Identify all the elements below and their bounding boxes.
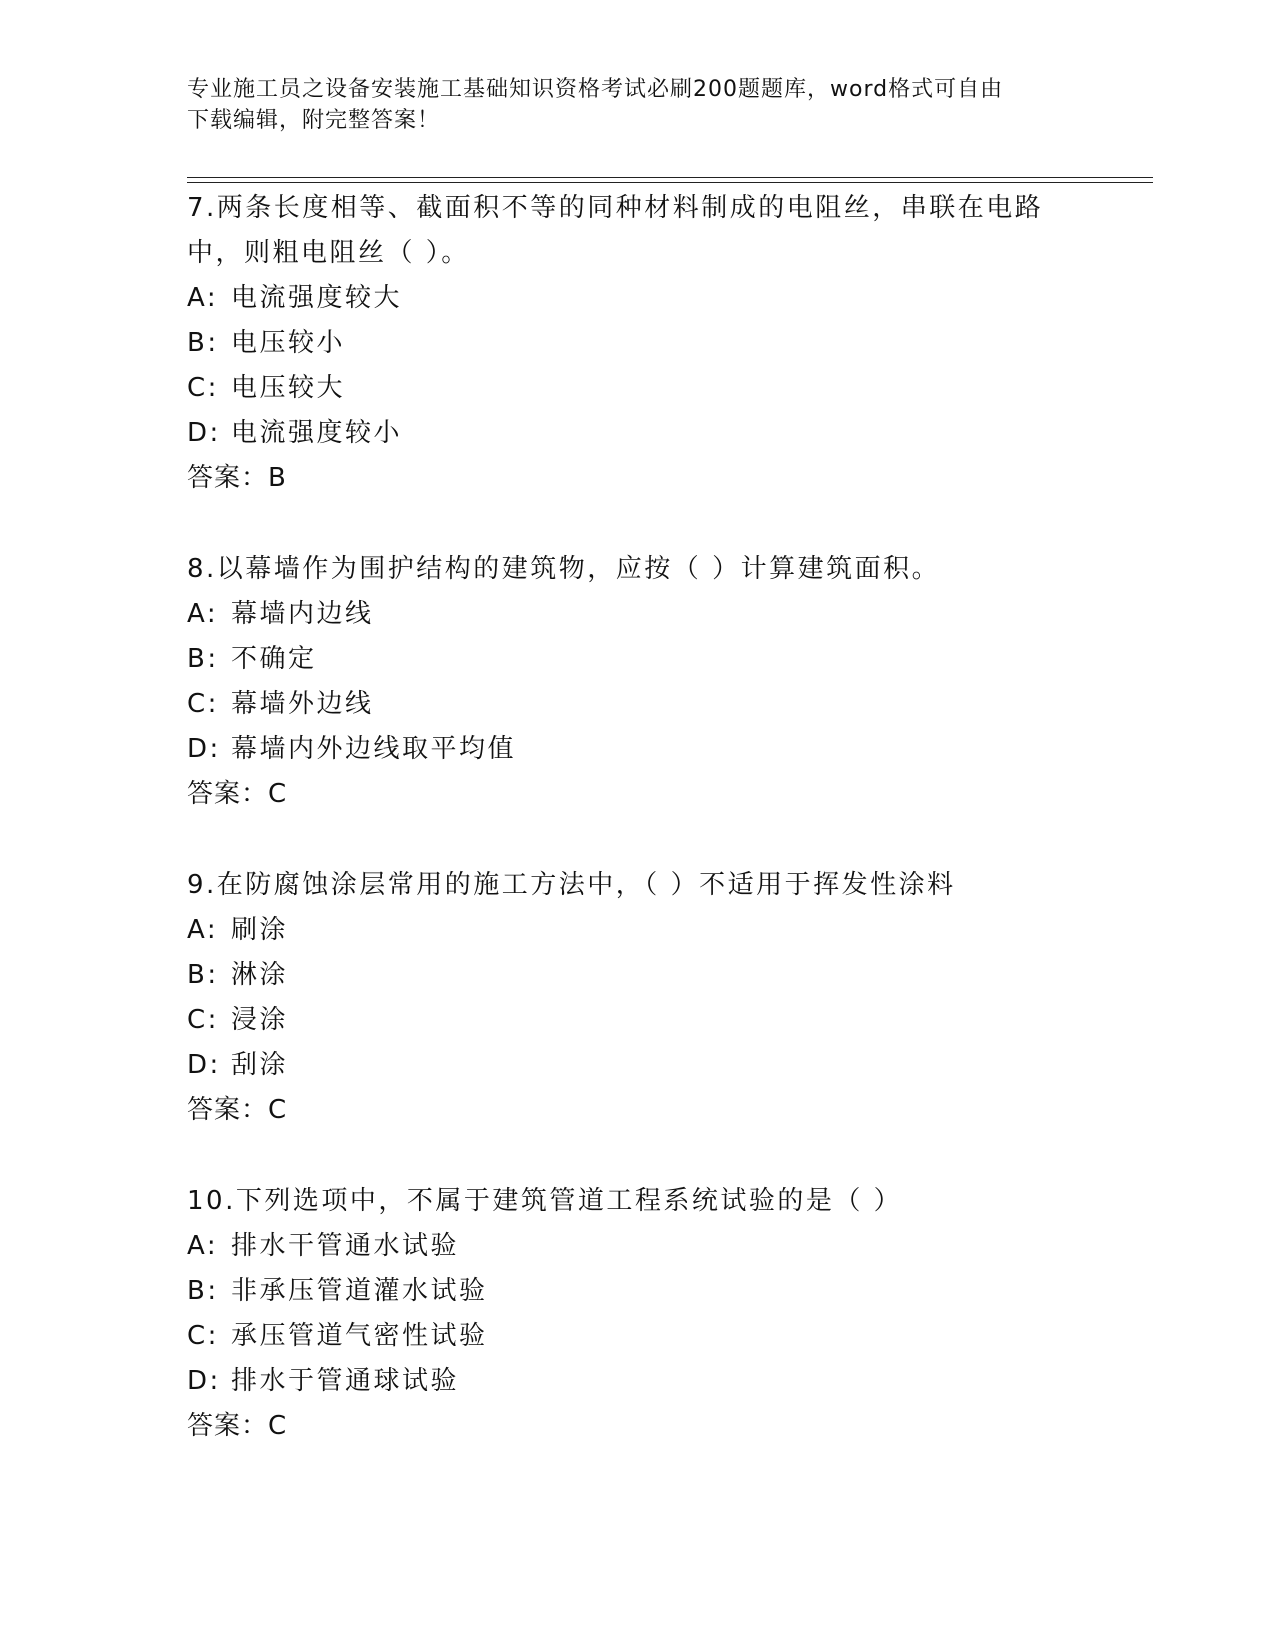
answer-line: 答案：C: [187, 1095, 288, 1125]
option-letter: B:: [187, 1276, 219, 1306]
document-header: [187, 74, 1067, 136]
question-text: 8.以幕墙作为围护结构的建筑物，应按（ ）计算建筑面积。: [187, 554, 941, 584]
option-letter: B:: [187, 644, 219, 674]
option-text: 幕墙内边线: [231, 599, 374, 629]
option-c: [187, 1314, 1087, 1359]
header-line-2: 下载编辑，附完整答案！: [187, 108, 441, 133]
option-text: 电压较小: [231, 328, 346, 358]
question-9: [187, 863, 1087, 1133]
option-a: [187, 592, 1087, 637]
question-text: 10.下列选项中，不属于建筑管道工程系统试验的是（ ）: [187, 1186, 903, 1216]
header-divider-top: [187, 177, 1153, 178]
option-letter: A:: [187, 1231, 219, 1261]
option-b: [187, 637, 1087, 682]
option-b: [187, 321, 1087, 366]
option-text: 非承压管道灌水试验: [231, 1276, 488, 1306]
option-letter: C:: [187, 373, 219, 403]
answer-line: 答案：B: [187, 463, 287, 493]
answer-line: 答案：C: [187, 779, 288, 809]
option-letter: A:: [187, 915, 219, 945]
option-text: 不确定: [231, 644, 317, 674]
option-letter: C:: [187, 689, 219, 719]
answer-line: 答案：C: [187, 1411, 288, 1441]
option-letter: B:: [187, 328, 219, 358]
question-8: [187, 547, 1087, 817]
option-a: [187, 1224, 1087, 1269]
option-letter: C:: [187, 1005, 219, 1035]
option-text: 电流强度较大: [231, 283, 403, 313]
option-text: 刷涂: [231, 915, 289, 945]
option-text: 电压较大: [231, 373, 346, 403]
option-a: [187, 908, 1087, 953]
option-letter: C:: [187, 1321, 219, 1351]
header-line-1: 专业施工员之设备安装施工基础知识资格考试必刷200题题库，word格式可自由: [187, 77, 1004, 102]
question-list: [187, 186, 1087, 1449]
option-text: 淋涂: [231, 960, 289, 990]
option-letter: D:: [187, 734, 221, 764]
option-text: 排水干管通水试验: [231, 1231, 460, 1261]
option-d: [187, 1359, 1087, 1404]
option-text: 幕墙内外边线取平均值: [231, 734, 517, 764]
question-7: [187, 186, 1087, 501]
option-c: [187, 682, 1087, 727]
question-spacer: [187, 1133, 1087, 1179]
question-spacer: [187, 817, 1087, 863]
option-letter: B:: [187, 960, 219, 990]
option-text: 承压管道气密性试验: [231, 1321, 488, 1351]
option-d: [187, 727, 1087, 772]
option-a: [187, 276, 1087, 321]
option-d: [187, 411, 1087, 456]
header-divider-bottom: [187, 182, 1153, 183]
option-text: 刮涂: [231, 1050, 289, 1080]
option-b: [187, 1269, 1087, 1314]
option-b: [187, 953, 1087, 998]
option-text: 排水于管通球试验: [231, 1366, 460, 1396]
option-text: 电流强度较小: [231, 418, 403, 448]
option-text: 幕墙外边线: [231, 689, 374, 719]
option-letter: D:: [187, 1366, 221, 1396]
option-text: 浸涂: [231, 1005, 289, 1035]
question-text: 7.两条长度相等、截面积不等的同种材料制成的电阻丝，串联在电路中，则粗电阻丝（ ）。: [187, 193, 1044, 268]
question-10: [187, 1179, 1087, 1449]
option-c: [187, 366, 1087, 411]
option-d: [187, 1043, 1087, 1088]
option-letter: A:: [187, 599, 219, 629]
question-text: 9.在防腐蚀涂层常用的施工方法中，（ ）不适用于挥发性涂料: [187, 870, 956, 900]
option-letter: D:: [187, 418, 221, 448]
option-c: [187, 998, 1087, 1043]
option-letter: D:: [187, 1050, 221, 1080]
option-letter: A:: [187, 283, 219, 313]
question-spacer: [187, 501, 1087, 547]
